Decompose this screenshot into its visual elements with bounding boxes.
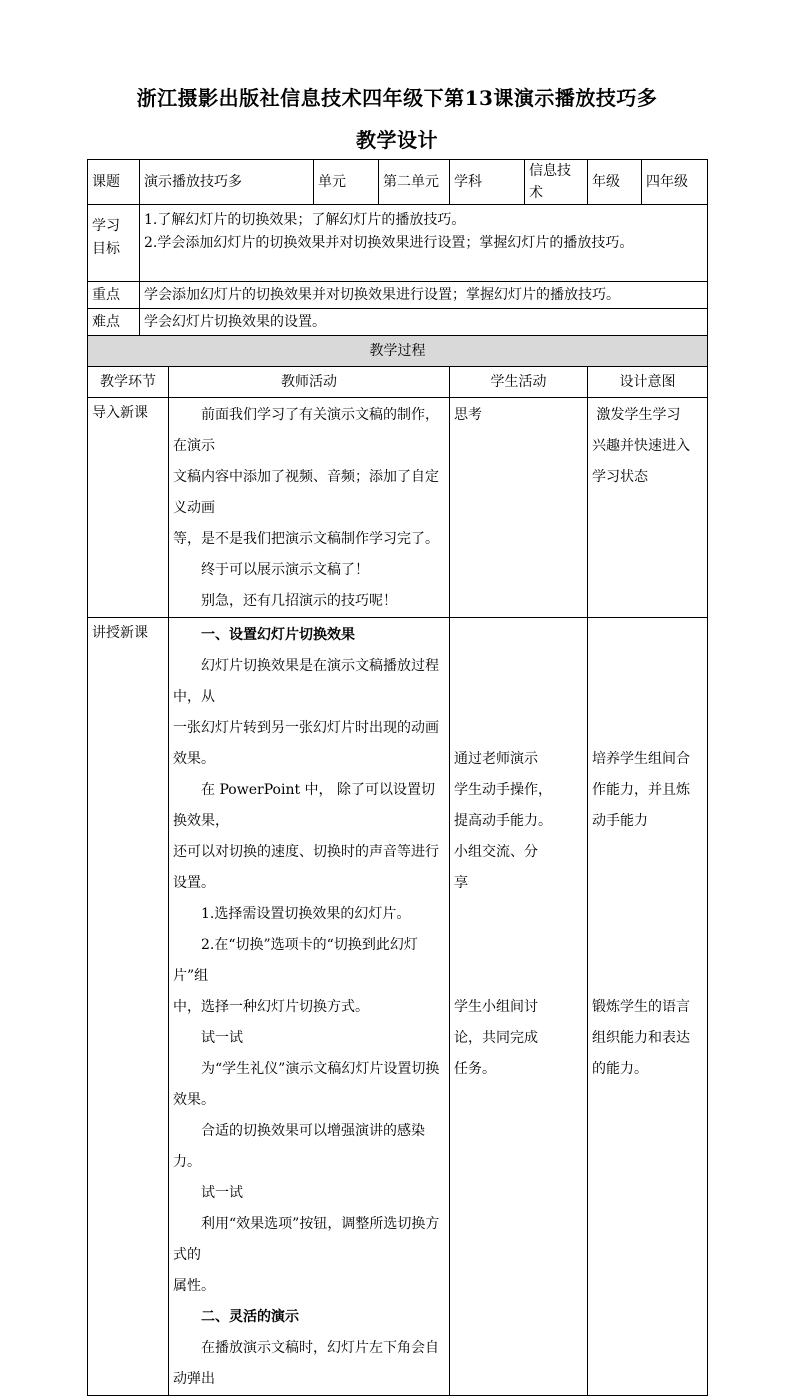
difficulty-row — [88, 309, 708, 336]
lecture-student: 通过老师演示 学生动手操作， 提高动手能力。 小组交流、分 享 学生小组间讨 论，共同完成 任务。 — [450, 618, 588, 1396]
header-intent: 设计意图 — [588, 367, 708, 398]
intro-row — [88, 398, 708, 618]
goals-row — [88, 205, 708, 282]
lecture-teacher: 一、设置幻灯片切换效果 幻灯片切换效果是在演示文稿播放过程中，从 一张幻灯片转到另一张幻灯片时出现的动画效果。 在 PowerPoint 中， 除了可以设置切换效果， 还可以对切换的速度、切换时的声音等进行设置。 1.选择需设置切换效果的幻灯片。 2.在“切换”选项卡的“切换到此幻灯片”组 中，选择一种幻灯片切换方式。 试一试 为“学生礼仪”演示文稿幻灯片设置切换效果。 合适的切换效果可以增强演讲的感染力。 试一试 利用“效果选项”按钮，调整所选切换方式的 属性。 二、灵活的演示 在播放演示文稿时，幻灯片左下角会自动弹出 — [169, 618, 450, 1396]
key-label: 重点 — [88, 282, 140, 309]
grade-label: 年级 — [588, 160, 642, 205]
lecture-intent: 培养学生组间合 作能力，并且炼 动手能力 锻炼学生的语言 组织能力和表达 的能力。 — [588, 618, 708, 1396]
subject-label: 学科 — [450, 160, 525, 205]
intro-student: 思考 — [450, 398, 588, 618]
intro-teacher: 前面我们学习了有关演示文稿的制作，在演示 文稿内容中添加了视频、音频；添加了自定义动画 等，是不是我们把演示文稿制作学习完了。 终于可以展示演示文稿了！ 别急，还有几招演示的技巧呢！ — [169, 398, 450, 618]
header-teacher: 教师活动 — [169, 367, 450, 398]
process-header-row — [88, 367, 708, 398]
lesson-plan-table — [87, 159, 708, 1396]
difficulty-label: 难点 — [88, 309, 140, 336]
process-section-row — [88, 336, 708, 367]
lecture-stage: 讲授新课 — [88, 618, 169, 1396]
header-student: 学生活动 — [450, 367, 588, 398]
topic-label: 课题 — [88, 160, 140, 205]
key-content: 学会添加幻灯片的切换效果并对切换效果进行设置；掌握幻灯片的播放技巧。 — [140, 282, 708, 309]
topic-value: 演示播放技巧多 — [140, 160, 314, 205]
process-section-title: 教学过程 — [88, 336, 708, 367]
unit-label: 单元 — [314, 160, 379, 205]
header-stage: 教学环节 — [88, 367, 169, 398]
goals-label: 学习 目标 — [88, 205, 140, 282]
intro-intent: 激发学生学习 兴趣并快速进入 学习状态 — [588, 398, 708, 618]
difficulty-content: 学会幻灯片切换效果的设置。 — [140, 309, 708, 336]
subject-value: 信息技术 — [525, 160, 588, 205]
info-row — [88, 160, 708, 205]
lecture-row — [88, 618, 708, 1396]
intro-stage: 导入新课 — [88, 398, 169, 618]
grade-value: 四年级 — [642, 160, 708, 205]
document-title: 浙江摄影出版社信息技术四年级下第13课演示播放技巧多 — [136, 86, 658, 110]
goals-content: 1.了解幻灯片的切换效果；了解幻灯片的播放技巧。 2.学会添加幻灯片的切换效果并对切换效果进行设置；掌握幻灯片的播放技巧。 — [140, 205, 708, 282]
document-subtitle: 教学设计 — [356, 128, 438, 152]
key-row — [88, 282, 708, 309]
unit-value: 第二单元 — [379, 160, 450, 205]
